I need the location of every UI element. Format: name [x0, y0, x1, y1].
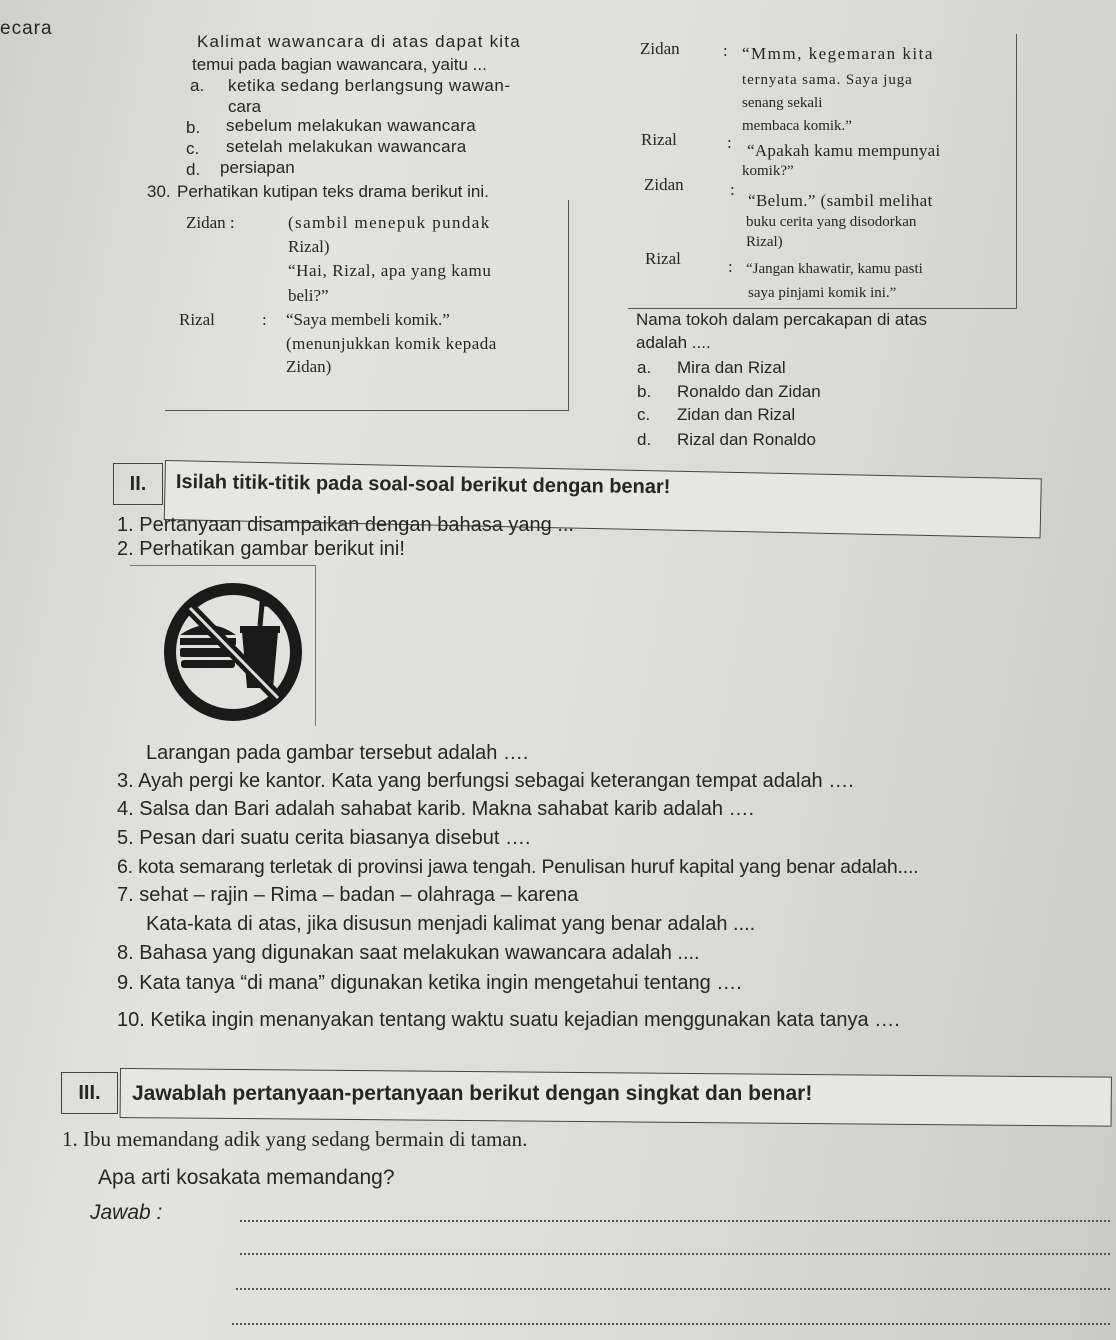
q30-option-a-text: Mira dan Rizal — [677, 358, 786, 377]
answer-line-1[interactable] — [240, 1220, 1110, 1222]
q30-option-b-letter: b. — [637, 382, 652, 401]
drama-right-line: “Apakah kamu mempunyai — [747, 141, 941, 160]
q29-option-a-line-1: ketika sedang berlangsung wawan- — [228, 76, 511, 95]
section-2-q3: 3. Ayah pergi ke kantor. Kata yang berfungsi sebagai keterangan tempat adalah …. — [117, 770, 854, 792]
drama-left-speaker-2: Rizal — [179, 310, 215, 329]
q29-option-a-letter: a. — [190, 76, 205, 95]
q30-option-c-text: Zidan dan Rizal — [677, 405, 796, 424]
drama-left-line: (sambil menepuk pundak — [288, 213, 491, 232]
q30-option-a-letter: a. — [637, 358, 652, 377]
q30-question-line-1: Nama tokoh dalam percakapan di atas — [636, 310, 928, 329]
q29-stem-line-1: Kalimat wawancara di atas dapat kita — [197, 32, 521, 51]
drama-right-speaker-3: Zidan — [644, 175, 684, 194]
q29-option-c-text: setelah melakukan wawancara — [226, 137, 467, 156]
section-2-q2: 2. Perhatikan gambar berikut ini! — [117, 538, 405, 560]
drama-right-line: “Jangan khawatir, kamu pasti — [746, 261, 923, 277]
section-2-title: Isilah titik-titik pada soal-soal berikut dengan benar! — [175, 471, 671, 499]
section-2-q7: 7. sehat – rajin – Rima – badan – olahraga – karena — [117, 884, 579, 906]
drama-left-line: “Hai, Rizal, apa yang kamu — [288, 261, 492, 280]
q29-option-c-letter: c. — [186, 139, 200, 158]
drama-right-speaker-2: Rizal — [641, 130, 677, 149]
q30-stem: Perhatikan kutipan teks drama berikut ini. — [177, 182, 489, 201]
drama-right-speaker-1: Zidan — [640, 39, 680, 58]
section-2-q2-followup: Larangan pada gambar tersebut adalah …. — [146, 742, 529, 764]
drama-right-line: ternyata sama. Saya juga — [742, 72, 913, 88]
drama-left-line: beli?” — [288, 286, 329, 305]
drama-right-line: “Belum.” (sambil melihat — [748, 191, 933, 210]
drama-right-colon: : — [727, 133, 732, 152]
no-food-drink-sign-icon — [150, 580, 315, 725]
drama-left-speaker-1: Zidan : — [186, 213, 235, 232]
q30-option-b-text: Ronaldo dan Zidan — [677, 382, 821, 401]
corner-text: ecara — [0, 18, 53, 39]
section-2-q8: 8. Bahasa yang digunakan saat melakukan wawancara adalah .... — [117, 942, 700, 964]
drama-right-colon: : — [723, 41, 728, 60]
section-2-q7-sub: Kata-kata di atas, jika disusun menjadi kalimat yang benar adalah .... — [146, 913, 756, 935]
drama-right-line: buku cerita yang disodorkan — [746, 214, 917, 230]
drama-left-line: Zidan) — [286, 357, 332, 376]
section-2-q5: 5. Pesan dari suatu cerita biasanya disebut …. — [117, 827, 531, 849]
section-3-q1-question: Apa arti kosakata memandang? — [98, 1166, 395, 1189]
section-2-q10: 10. Ketika ingin menanyakan tentang waktu suatu kejadian menggunakan kata tanya …. — [117, 1009, 900, 1031]
q30-option-d-letter: d. — [637, 430, 652, 449]
drama-left-line: “Saya membeli komik.” — [286, 310, 450, 329]
answer-line-2[interactable] — [240, 1253, 1110, 1255]
drama-right-line: “Mmm, kegemaran kita — [742, 44, 934, 63]
answer-label: Jawab : — [90, 1201, 163, 1224]
drama-right-colon: : — [728, 257, 733, 276]
section-2-q4: 4. Salsa dan Bari adalah sahabat karib. Makna sahabat karib adalah …. — [117, 798, 755, 820]
q29-option-d-letter: d. — [186, 160, 201, 179]
answer-line-4[interactable] — [232, 1323, 1110, 1325]
drama-right-line: senang sekali — [742, 95, 823, 111]
drama-right-line: Rizal) — [746, 234, 783, 250]
section-2-q1: 1. Pertanyaan disampaikan dengan bahasa yang ... — [117, 514, 574, 536]
q29-option-a-line-2: cara — [228, 97, 262, 116]
section-3-numeral: III. — [78, 1081, 101, 1104]
drama-right-line: saya pinjami komik ini.” — [748, 285, 897, 301]
section-3-title: Jawablah pertanyaan-pertanyaan berikut dengan singkat dan benar! — [132, 1082, 813, 1105]
drama-right-speaker-4: Rizal — [645, 249, 681, 268]
answer-line-3[interactable] — [236, 1288, 1110, 1290]
q29-option-b-text: sebelum melakukan wawancara — [226, 116, 477, 135]
drama-left-line: Rizal) — [288, 237, 330, 256]
q30-option-c-letter: c. — [637, 405, 651, 424]
drama-left-line: (menunjukkan komik kepada — [286, 334, 497, 353]
section-2-numeral: II. — [129, 472, 147, 495]
section-2-q6: 6. kota semarang terletak di provinsi jawa tengah. Penulisan huruf kapital yang benar adalah.... — [117, 856, 919, 878]
drama-right-line: komik?” — [742, 163, 794, 179]
drama-left-colon: : — [262, 310, 267, 329]
drama-right-line: membaca komik.” — [742, 118, 852, 134]
q29-stem-line-2: temui pada bagian wawancara, yaitu ... — [192, 55, 487, 74]
drama-right-colon: : — [730, 180, 735, 199]
section-2-numeral-box — [113, 463, 163, 505]
section-2-q9: 9. Kata tanya “di mana” digunakan ketika ingin mengetahui tentang …. — [117, 972, 742, 994]
q30-question-line-2: adalah .... — [636, 333, 711, 352]
q30-option-d-text: Rizal dan Ronaldo — [677, 430, 816, 449]
section-3-q1: 1. Ibu memandang adik yang sedang bermain di taman. — [62, 1127, 528, 1151]
q29-option-d-text: persiapan — [220, 158, 295, 177]
q29-option-b-letter: b. — [186, 118, 201, 137]
q30-number: 30. — [147, 182, 171, 201]
section-3-numeral-box — [61, 1072, 118, 1114]
